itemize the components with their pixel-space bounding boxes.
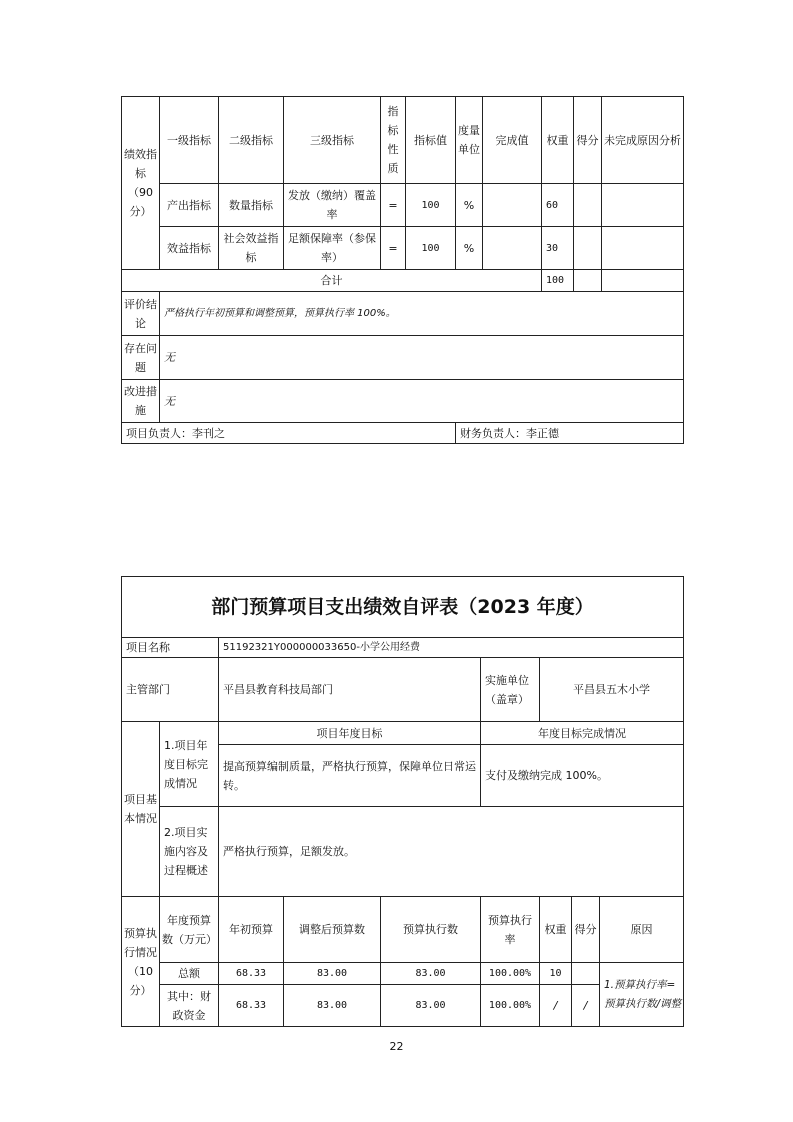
- project-name-label: 项目名称: [122, 638, 219, 658]
- header-weight: 权重: [542, 97, 574, 184]
- cell-weight: /: [540, 985, 572, 1027]
- cell-done: [483, 227, 542, 270]
- cell-score: [572, 963, 600, 985]
- budget-header-reason: 原因: [600, 897, 684, 963]
- total-label: 合计: [122, 270, 542, 292]
- improve-label: 改进措施: [122, 380, 160, 423]
- total-reason: [602, 270, 684, 292]
- issue-label: 存在问题: [122, 336, 160, 380]
- budget-header-weight: 权重: [540, 897, 572, 963]
- eval-text: 严格执行年初预算和调整预算，预算执行率 100%。: [160, 292, 684, 336]
- goal-done-text: 支付及缴纳完成 100%。: [481, 745, 684, 807]
- total-weight: 100: [542, 270, 574, 292]
- cell-nature: =: [381, 227, 406, 270]
- budget-header-rate: 预算执行率: [481, 897, 540, 963]
- impl-label: 实施单位（盖章）: [481, 658, 540, 722]
- table-row: [122, 985, 684, 1027]
- cell-rate: 100.00%: [481, 963, 540, 985]
- goal-header: 项目年度目标: [219, 722, 481, 745]
- cell-value: 100: [406, 184, 456, 227]
- cell-nature: =: [381, 184, 406, 227]
- cell-score: [574, 184, 602, 227]
- goal-done-header: 年度目标完成情况: [481, 722, 684, 745]
- cell-weight: 60: [542, 184, 574, 227]
- header-level1: 一级指标: [160, 97, 219, 184]
- budget-header-initial: 年初预算: [219, 897, 284, 963]
- cell-initial: 68.33: [219, 963, 284, 985]
- header-reason: 未完成原因分析: [602, 97, 684, 184]
- cell-value: 100: [406, 227, 456, 270]
- cell-reason: [602, 184, 684, 227]
- improve-text: 无: [160, 380, 684, 423]
- cell-rate: 100.00%: [481, 985, 540, 1027]
- section-label: 绩效指标（90分）: [122, 97, 160, 270]
- table-row: [122, 184, 684, 227]
- cell-executed: 83.00: [381, 985, 481, 1027]
- cell-level2: 数量指标: [219, 184, 284, 227]
- table-row: [122, 963, 684, 985]
- row-label: 总额: [160, 963, 219, 985]
- cell-weight: 10: [540, 963, 572, 985]
- table-row: [122, 227, 684, 270]
- finance-owner: 财务负责人：李正德: [456, 423, 684, 444]
- goal-text: 提高预算编制质量，严格执行预算，保障单位日常运转。: [219, 745, 481, 807]
- total-score: [574, 270, 602, 292]
- budget-header-score: 得分: [572, 897, 600, 963]
- cell-level3: 足额保障率（参保率）: [284, 227, 381, 270]
- header-done: 完成值: [483, 97, 542, 184]
- issue-text: 无: [160, 336, 684, 380]
- reason-text: 1.预算执行率=预算执行数/调整: [600, 963, 684, 1027]
- cell-level2: 社会效益指标: [219, 227, 284, 270]
- dept-label: 主管部门: [122, 658, 219, 722]
- goal-label: 1.项目年度目标完成情况: [160, 722, 219, 807]
- budget-header-executed: 预算执行数: [381, 897, 481, 963]
- cell-adjusted: 83.00: [284, 985, 381, 1027]
- self-evaluation-table: [121, 576, 684, 1027]
- budget-header-adjusted: 调整后预算数: [284, 897, 381, 963]
- performance-indicator-table: [121, 96, 684, 444]
- budget-header-annual: 年度预算数（万元）: [160, 897, 219, 963]
- cell-unit: %: [456, 227, 483, 270]
- cell-level3: 发放（缴纳）覆盖率: [284, 184, 381, 227]
- header-level3: 三级指标: [284, 97, 381, 184]
- cell-initial: 68.33: [219, 985, 284, 1027]
- cell-unit: %: [456, 184, 483, 227]
- cell-adjusted: 83.00: [284, 963, 381, 985]
- header-unit: 度量单位: [456, 97, 483, 184]
- header-nature: 指标性质: [381, 97, 406, 184]
- header-level2: 二级指标: [219, 97, 284, 184]
- cell-level1: 产出指标: [160, 184, 219, 227]
- dept: 平昌县教育科技局部门: [219, 658, 481, 722]
- header-value: 指标值: [406, 97, 456, 184]
- cell-executed: 83.00: [381, 963, 481, 985]
- eval-label: 评价结论: [122, 292, 160, 336]
- project-owner: 项目负责人：李刊之: [122, 423, 456, 444]
- cell-score: [574, 227, 602, 270]
- cell-done: [483, 184, 542, 227]
- impl-content-label: 2.项目实施内容及过程概述: [160, 807, 219, 897]
- impl-content-text: 严格执行预算，足额发放。: [219, 807, 684, 897]
- project-name: 51192321Y000000033650-小学公用经费: [219, 638, 684, 658]
- form-title: 部门预算项目支出绩效自评表（2023 年度）: [122, 577, 684, 638]
- budget-label: 预算执行情况（10分）: [122, 897, 160, 1027]
- cell-score: /: [572, 985, 600, 1027]
- cell-weight: 30: [542, 227, 574, 270]
- impl-unit: 平昌县五木小学: [540, 658, 684, 722]
- cell-reason: [602, 227, 684, 270]
- header-score: 得分: [574, 97, 602, 184]
- page-number: 22: [389, 1040, 404, 1053]
- cell-level1: 效益指标: [160, 227, 219, 270]
- basic-label: 项目基本情况: [122, 722, 160, 897]
- row-label: 其中：财政资金: [160, 985, 219, 1027]
